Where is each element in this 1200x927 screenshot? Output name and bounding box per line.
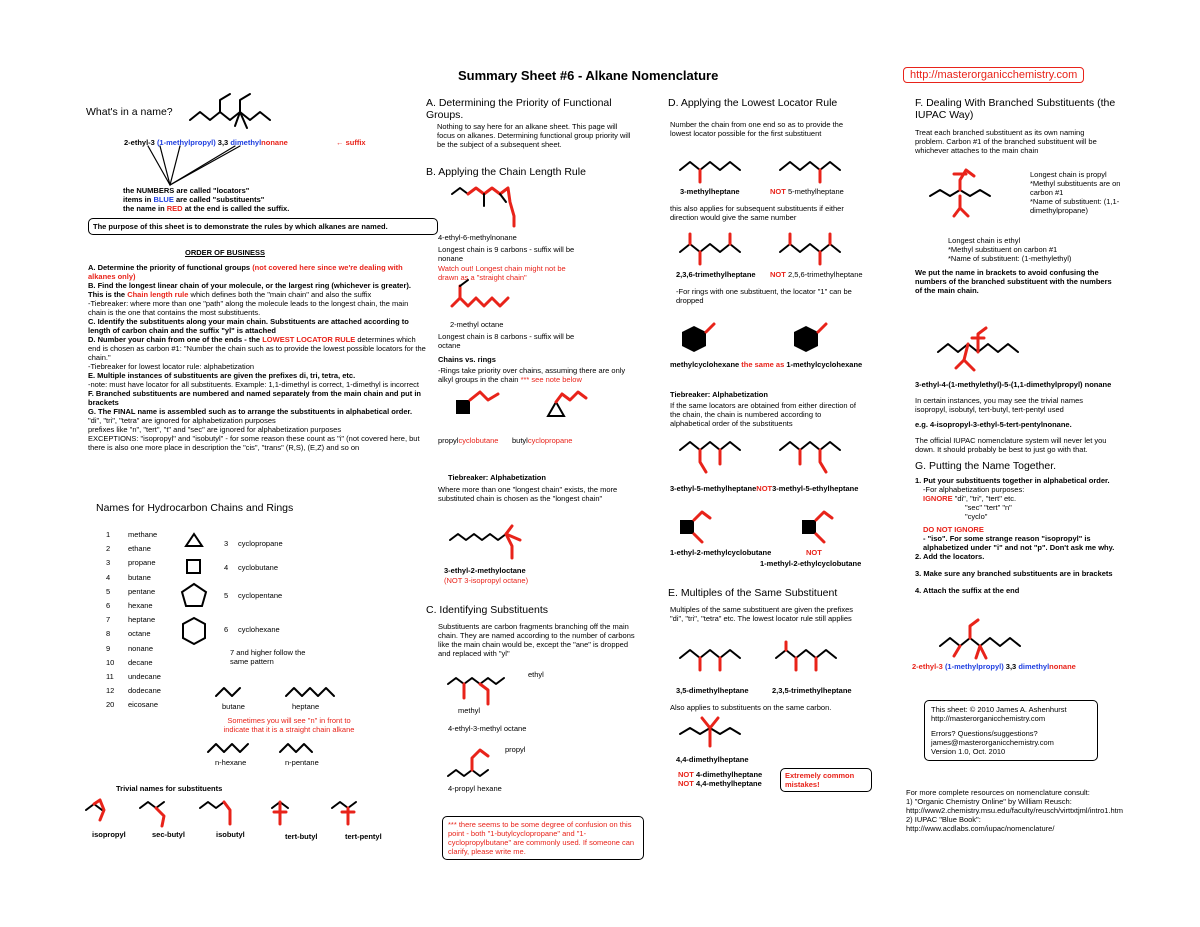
section-a-heading: A. Determining the Priority of Functional Groups. (426, 97, 612, 121)
chains-rings-heading: Chains vs. rings (438, 355, 496, 364)
final-name: 2-ethyl-3 (1-methylpropyl) 3,3 dimethylnonane (912, 662, 1076, 671)
g-steps: 1. Put your substituents together in alphabetical order. -For alphabetization purposes: IGNORE "di", "tri", "tert" etc. "sec" "tert" "n" "cyclo" DO NOT IGNORE - "iso". For some strange reason "isopropyl" is alphabetized under "i" and not "p". Don't ask me why. 2. Add the locators. 3. Make sure any branched substituents are in brackets 4. Attach the suffix at the end (915, 476, 1115, 595)
butane-label: butane (222, 702, 245, 711)
d-tiebreaker-text: If the same locators are obtained from either direction of the chain, the chain is numbered according to alphabetical order of the substituents (670, 401, 856, 428)
section-f-text: Treat each branched substituent as its own naming problem. Carbon #1 of the branched substituent will be whichever attaches to the main chain (915, 128, 1097, 155)
section-e-heading: E. Multiples of the Same Substituent (668, 587, 838, 599)
f-text4: The official IUPAC nomenclature system will never let you down. It should probably be best to just go with that. (915, 436, 1107, 454)
common-mistakes-box: Extremely common mistakes! (780, 768, 872, 792)
trivial-substituent-drawings (82, 796, 392, 832)
whats-in-name: What's in a name? (86, 106, 173, 118)
section-d-text: Number the chain from one end so as to provide the lowest locator possible for the first substituent (670, 120, 844, 138)
d-tb-ring2: 1-methyl-2-ethylcyclobutane (760, 559, 862, 568)
chain-row: 1 methane (106, 530, 158, 539)
tiebreaker-heading: Tiebreaker: Alphabetization (448, 473, 546, 482)
chain-row: 6 hexane (106, 601, 153, 611)
chain-row: 7 heptane (106, 615, 156, 625)
chain-length-molecule (448, 180, 538, 228)
section-d-heading: D. Applying the Lowest Locator Rule (668, 97, 838, 109)
section-e-text: Multiples of the same substituent are given the prefixes "di", "tri", "tetra" etc. The lowest locator rule still applies (670, 605, 854, 623)
b-name2: 2-methyl octane (450, 320, 504, 329)
c-name1: 4-ethyl-3-methyl octane (448, 724, 527, 733)
name-caption: the NUMBERS are called "locators" items in BLUE are called "substituents" the name in RED at the end is called the suffix. (123, 186, 290, 213)
footnote-box: *** there seems to be some degree of confusion on this point - both "1-butylcyclopropane" and "1-cyclopropylbutane" are commonly used. If someone can clarify, please write me. (442, 816, 644, 860)
d-tb-names: 3-ethyl-5-methylheptaneNOT3-methyl-5-ethylheptane (670, 484, 859, 493)
chain-row: 9 nonane (106, 643, 154, 653)
d-tb-ring-not: NOT (806, 548, 822, 557)
suffix-label: ← suffix (336, 138, 366, 147)
site-url[interactable]: http://masterorganicchemistry.com (903, 67, 1084, 83)
f-text2: We put the name in brackets to avoid confusing the numbers of the branched substituent with the numbers of the main chain. (915, 268, 1112, 295)
section-a-text: Nothing to say here for an alkane sheet. This page will focus on alkanes. Determining functional group priority will be the subject of a subsequent sheet. (437, 122, 631, 149)
butylcyclopropane-label: butylcyclopropane (512, 436, 573, 445)
dimethylheptane-molecule (676, 716, 766, 752)
d-name1: 3-methylheptane (680, 187, 740, 196)
section-c-text: Substituents are carbon fragments branching off the main chain. They are named according to the number of carbons like the main chain would be, except the "ane" is dropped and replaced with "yl" (438, 622, 635, 658)
credits-box: This sheet: © 2010 James A. Ashenhurst http://masterorganicchemistry.com Errors? Questions/suggestions? james@masterorganicchemistry.com Version 1.0, Oct. 2010 (924, 700, 1098, 761)
example-molecule (185, 90, 285, 140)
c-name2: 4-propyl hexane (448, 784, 502, 793)
ethyl-label: ethyl (528, 670, 544, 679)
ring-names: 3 cyclopropane 4 cyclobutane 5 cyclopentane 6 cyclohexane (224, 539, 283, 634)
section-f-heading: F. Dealing With Branched Substituents (the IUPAC Way) (915, 97, 1116, 121)
chains-rings-text: -Rings take priority over chains, assuming there are only alkyl groups in the chain *** see note below (438, 366, 626, 384)
example-name: 2-ethyl-3 (1-methylpropyl) 3,3 dimethylnonane (124, 138, 288, 147)
e-name3: 4,4-dimethylheptane (676, 755, 749, 764)
section-c-heading: C. Identifying Substituents (426, 604, 548, 616)
d-not1: NOT 5-methylheptane (770, 187, 844, 196)
locator-arrows (140, 140, 320, 190)
n-pentane-label: n-pentane (285, 758, 319, 767)
f-text3: In certain instances, you may see the trivial names isopropyl, isobutyl, tert-butyl, tert-pentyl used (915, 396, 1083, 414)
b-name1: 4-ethyl-6-methylnonane (438, 233, 517, 242)
names-heading: Names for Hydrocarbon Chains and Rings (96, 502, 294, 514)
branched-substituent-molecule (926, 166, 1026, 240)
chain-row: 2 ethane (106, 544, 151, 554)
chain-names-table (106, 528, 161, 713)
d-text2: this also applies for subsequent substituents if either direction would give the same number (670, 204, 844, 222)
isopropyl-label: isopropyl (92, 830, 126, 839)
lowest-locator-molecules1 (676, 150, 866, 184)
f-label1: Longest chain is propyl *Methyl substituents are on carbon #1 *Name of substituent: (1,1-dimethylpropane) (1030, 170, 1121, 215)
chain-row: 8 octane (106, 629, 151, 639)
chain-row: 20 eicosane (106, 700, 159, 710)
order-heading: ORDER OF BUSINESS (185, 248, 266, 257)
heptane-label: heptane (292, 702, 320, 711)
chains-vs-rings-molecules (452, 388, 592, 422)
b-text1: Longest chain is 9 carbons - suffix will be nonane (438, 245, 575, 263)
multiples-molecules (676, 642, 876, 672)
f-name: 3-ethyl-4-(1-methylethyl)-5-(1,1-dimethylpropyl) nonane (915, 380, 1112, 389)
final-name-molecule (936, 620, 1066, 660)
tiebreaker-name: 3-ethyl-2-methyloctane (444, 566, 526, 575)
tert-pentyl-label: tert-pentyl (345, 832, 382, 841)
d-text3: -For rings with one substituent, the locator "1" can be dropped (676, 287, 852, 305)
branched-example-molecule (934, 326, 1064, 382)
propyl-label: propyl (505, 745, 526, 754)
section-g-heading: G. Putting the Name Together. (915, 460, 1057, 472)
chain-row: 11 undecane (106, 672, 161, 682)
tiebreaker-molecule (446, 522, 536, 566)
n-hexane-label: n-hexane (215, 758, 247, 767)
chain-row: 3 propane (106, 558, 156, 568)
chain-row: 5 pentane (106, 586, 156, 596)
sec-butyl-label: sec-butyl (152, 830, 185, 839)
methyl-label: methyl (458, 706, 481, 715)
d-tiebreaker-molecules (676, 432, 866, 478)
section-b-heading: B. Applying the Chain Length Rule (426, 166, 586, 178)
octane-molecule (446, 276, 526, 316)
trivial-heading: Trivial names for substituents (116, 784, 223, 793)
chain-row: 10 decane (106, 657, 153, 667)
e-text2: Also applies to substituents on the same carbon. (670, 703, 832, 712)
e-name2: 2,3,5-trimethylheptane (772, 686, 852, 695)
chain-row: 4 butane (106, 572, 151, 582)
order-rules: A. Determine the priority of functional groups (not covered here since we're dealing with alkanes only) B. Find the longest linear chain of your molecule, or the largest ring (whichever is greater). This is the Chain length rule which defines both the "main chain" and also the suffix -Tiebreaker: where more than one "path" along the molecule leads to the longest chain, the main chain is the one that contains the most substituents. C. Identify the substituents along your main chain. Substituents are attached according to length of carbon chain and the suffix "yl" is attached D. Number your chain from one of the ends - the LOWEST LOCATOR RULE determines which end is chosen as carbon #1: "Number the chain such as to provide the lowest possible locators for the chain." -Tiebreaker for lowest locator rule: alphabetization E. Multiple instances of substituents are given the prefixes di, tri, tetra, etc. -note: must have locator for all substituents. Example: 1,1-dimethyl is correct, 1-dimethyl is incorrect F. Branched substituents are numbered and named separately from the main chain and put in brackets G. The FINAL name is assembled such as to arrange the substituents in alphabetical order. "di", "tri", "tetra" are ignored for alphabetization purposes prefixes like "n", "tert", "t" and "sec" are ignored for alphabetization purposes EXCEPTIONS: "isopropyl" and "isobutyl" - for some reason these count as "i" (not covered here, but there is also one more place in description the "cis", "trans" (R,S), (E,Z) and so on (88, 263, 426, 452)
d-tiebreaker-heading: Tiebreaker: Alphabetization (670, 390, 768, 399)
tiebreaker-text: Where more than one "longest chain" exists, the more substituted chain is chosen as the "longest chain" (438, 485, 618, 503)
d-not2: NOT 2,5,6-trimethylheptane (770, 270, 863, 279)
resources-text: For more complete resources on nomenclature consult: 1) "Organic Chemistry Online" by William Reusch: http://www2.chemistry.msu.edu/faculty/reusch/virttxtjml/intro1.htm 2) IUPAC "Blue Book": http://www.acdlabs.com/iupac/nomenclature/ (906, 788, 1124, 833)
tert-butyl-label: tert-butyl (285, 832, 318, 841)
f-eg: e.g. 4-isopropyl-3-ethyl-5-tert-pentylnonane. (915, 420, 1072, 429)
propylcyclobutane-label: propylcyclobutane (438, 436, 499, 445)
lowest-locator-molecules2 (676, 232, 866, 266)
e-name1: 3,5-dimethylheptane (676, 686, 749, 695)
e-not-list: NOT 4-dimethylheptane NOT 4,4-methylheptane (678, 770, 763, 788)
chain-row: 12 dodecane (106, 686, 161, 696)
n-note: Sometimes you will see "n" in front to indicate that it is a straight chain alkane (223, 716, 355, 734)
d-tb-ring1: 1-ethyl-2-methylcyclobutane (670, 548, 772, 557)
n-alkane-drawings (206, 740, 336, 758)
rings-note: 7 and higher follow the same pattern (230, 648, 306, 666)
cyclobutane-molecules (676, 508, 846, 544)
page-title: Summary Sheet #6 - Alkane Nomenclature (458, 68, 719, 83)
d-ring-labels: methylcyclohexane the same as 1-methylcyclohexane (670, 360, 863, 369)
d-name2: 2,3,6-trimethylheptane (676, 270, 756, 279)
butane-heptane-drawings (214, 682, 354, 702)
b-warning: Watch out! Longest chain might not be drawn as a "straight chain" (438, 264, 566, 282)
ring-shapes (182, 532, 222, 652)
isobutyl-label: isobutyl (216, 830, 245, 839)
f-label2: Longest chain is ethyl *Methyl substituent on carbon #1 *Name of substituent: (1-methylethyl) (948, 236, 1072, 263)
methylcyclohexane-drawings (678, 318, 868, 358)
purpose-box: The purpose of this sheet is to demonstrate the rules by which alkanes are named. (88, 218, 438, 235)
b-text2: Longest chain is 8 carbons - suffix will be octane (438, 332, 575, 350)
tiebreaker-not: (NOT 3-isopropyl octane) (444, 576, 529, 585)
